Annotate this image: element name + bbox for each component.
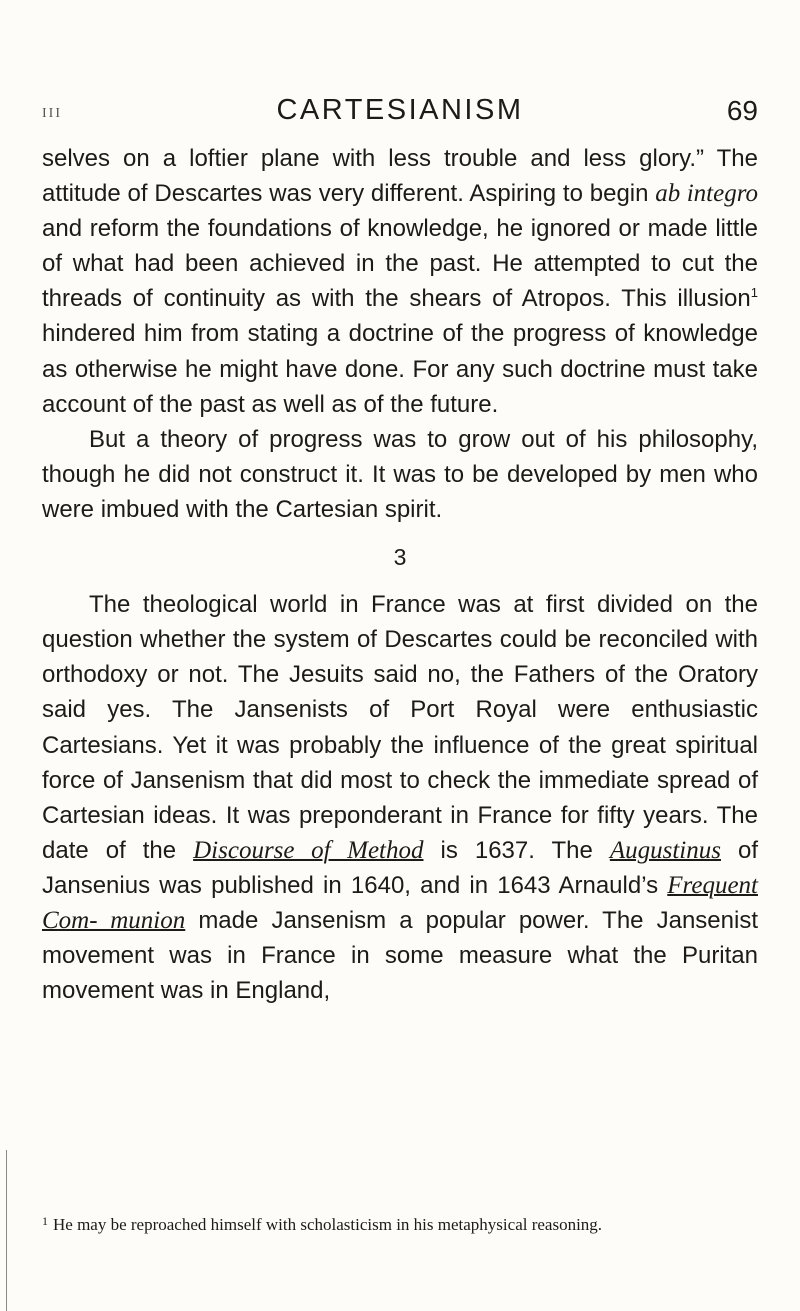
- paragraph-1-text: selves on a loftier plane with less trouble and less glory.” The attitude of Descartes was very different. Aspiring to begin: [42, 145, 758, 208]
- footnote: [42, 1212, 758, 1237]
- italic-augustinus: Augustinus: [609, 836, 721, 864]
- italic-ab-integro: ab integro: [655, 180, 758, 208]
- footnote-text: He may be reproached himself with scholasticism in his metaphysical reasoning.: [53, 1215, 603, 1234]
- paragraph-3-text-b: is 1637. The: [423, 836, 610, 864]
- body-text: [42, 141, 758, 1008]
- chapter-number: III: [42, 106, 62, 121]
- page-number: 69: [726, 95, 758, 126]
- paragraph-3: [42, 587, 758, 1008]
- paragraph-2: But a theory of progress was to grow out of his philosophy, though he did not construct it. It was to be developed by men who were imbued with the Cartesian spirit.: [42, 425, 758, 523]
- running-title: CARTESIANISM: [276, 94, 524, 126]
- page-edge-line: [6, 1150, 7, 1311]
- paragraph-3-text: The theological world in France was at first divided on the question whether the system of Descartes could be reconciled with orthodoxy or not. The Jesuits said no, the Fathers of the Oratory said yes. The Jansenists of Port Royal were enthusiastic Cartesians. Yet it was probably the influence of the great spiritual force of Jansenism that did most to check the immediate spread of Cartesian ideas. It was preponderant in France for fifty years. The date of the: [42, 591, 758, 864]
- footnote-mark: 1: [42, 1214, 48, 1228]
- paragraph-3-text-d: made Jansenism a popular power. The Jansenist movement was in France in some measure what the Puritan movement was in England,: [42, 906, 759, 1005]
- paragraph-3-text-c: of Jansenius was published in 1640, and in 1643 Arnauld’s: [42, 836, 759, 899]
- paragraph-1-text-b: and reform the foundations of knowledge, he ignored or made little of what had been achieved in the past. He attempted to cut the threads of continuity as with the shears of Atropos. This illusion: [42, 215, 758, 313]
- italic-discourse-of-method: Discourse of Method: [193, 836, 424, 864]
- section-number: 3: [393, 544, 407, 571]
- paragraph-1-text-c: hindered him from stating a doctrine of the progress of knowledge as otherwise he might have done. For any such doctrine must take account of the past as well as of the future.: [42, 320, 758, 418]
- footnote-reference: 1: [750, 285, 758, 301]
- running-header: [42, 94, 758, 134]
- italic-frequent-communion: Frequent Com- munion: [42, 871, 758, 934]
- paragraph-1: [42, 141, 758, 422]
